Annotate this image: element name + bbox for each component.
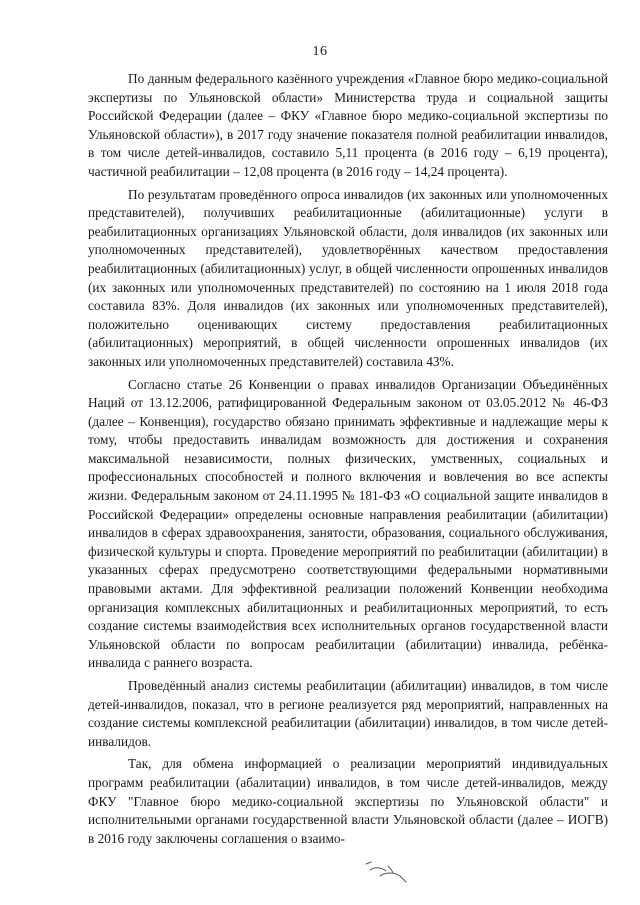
paragraph-survey-results: По результатам проведённого опроса инвалидов (их законных или уполномоченных представителей), получивших реабилитационные (абилитационные) услуги в реабилитационных организациях Ульяновской области, доля инвалидов (их законных или уполномоченных представителей), удовлетворённых качеством предоставления реабилитационных (абилитационных) услуг, в общей численности опрошенных инвалидов (их законных или уполномоченных представителей) по состоянию на 1 июля 2018 года составила 83%. Доля инвалидов (их законных или уполномоченных представителей), положительно оценивающих систему предоставления реабилитационных (абилитационных) мероприятий, в общей численности опрошенных инвалидов (их законных или уполномоченных представителей) составила 43%.: [88, 186, 608, 369]
paragraph-analysis: Проведённый анализ системы реабилитации (абилитации) инвалидов, в том числе детей-инвалидов, показал, что в регионе реализуется ряд мероприятий, направленных на создание системы комплексной реабилитации (абилитации) инвалидов, в том числе детей-инвалидов.: [88, 678, 608, 749]
paragraph-convention: Согласно статье 26 Конвенции о правах инвалидов Организации Объединённых Наций от 13.12.2006, ратифицированной Федеральным законом от 03.05.2012 № 46-ФЗ (далее – Конвенция), государство обязано принимать эффективные и надлежащие меры к тому, чтобы предоставить инвалидам возможность для достижения и сохранения максимальной независимости, полных физических, умственных, социальных и профессиональных способностей и полного включения и вовлечения во все аспекты жизни. Федеральным законом от 24.11.1995 № 181-ФЗ «О социальной защите инвалидов в Российской Федерации» определены основные направления реабилитации (абилитации) инвалидов в сферах здравоохранения, занятости, образования, социального обслуживания, физической культуры и спорта. Проведение мероприятий по реабилитации (абилитации) в указанных сферах предусмотрено соответствующими федеральными нормативными правовыми актами. Для эффективной реализации положений Конвенции необходима организация комплексных абилитационных и реабилитационных мероприятий, то есть создание системы взаимодействия всех исполнительных органов государственной власти Ульяновской области по вопросам реабилитации (абилитации) инвалида, ребёнка-инвалида с раннего возраста.: [88, 376, 608, 671]
page-number: 16: [312, 44, 328, 59]
paragraph-rehabilitation-stats: По данным федерального казённого учреждения «Главное бюро медико-социальной экспертизы по Ульяновской области» Министерства труда и социальной защиты Российской Федерации (далее – ФКУ «Главное бюро медико-социальной экспертизы по Ульяновской области»), в 2017 году значение показателя полной реабилитации инвалидов, в том числе детей-инвалидов, составило 5,11 процента (в 2016 году – 6,19 процента), частичной реабилитации – 12,08 процента (в 2016 году – 14,24 процента).: [88, 71, 608, 179]
document-body: [88, 70, 608, 852]
paragraph-agreements: Так, для обмена информацией о реализации мероприятий индивидуальных программ реабилитации (абалитации) инвалидов, в том числе детей-инвалидов, между ФКУ "Главное бюро медико-социальной экспертизы по Ульяновской области" и исполнительными органами государственной власти Ульяновской области (далее – ИОГВ) в 2016 году заключены соглашения о взаимо-: [88, 756, 608, 846]
handwritten-mark-icon: [362, 858, 410, 884]
